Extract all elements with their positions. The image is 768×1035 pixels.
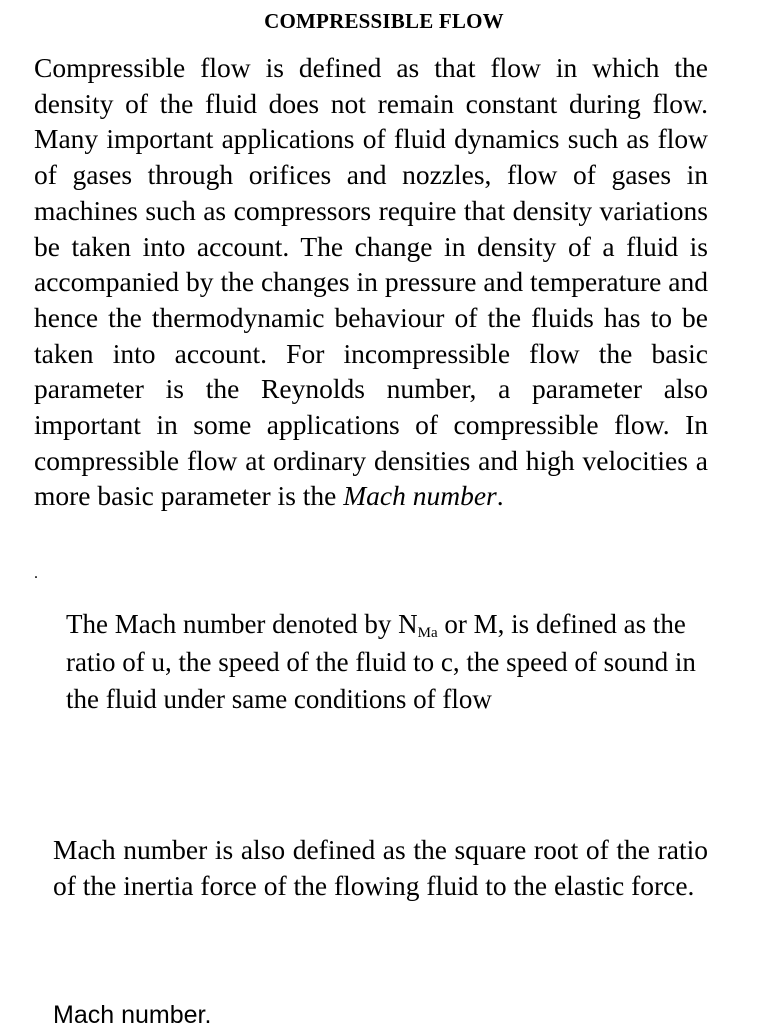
intro-text: Compressible flow is defined as that flow in which the density of the fluid does not remain constant during flow. Many important applications of fluid dynamics such as flow of gases through orifices and nozzles, flow of gases in machines such as compressors require that density variations be taken into account. The change in density of a fluid is accompanied by the changes in pressure and temperature and hence the thermodynamic behaviour of the fluids has to be taken into account. For incompressible flow the basic parameter is the Reynolds number, a parameter also important in some applications of compressible flow. In compressible flow at ordinary densities and high velocities a more basic parameter is the [34, 52, 708, 512]
definition-before: The Mach number denoted by N [66, 609, 418, 639]
inertia-definition-paragraph: Mach number is also defined as the square root of the ratio of the inertia force of the flowing fluid to the elastic force. [53, 834, 708, 901]
mach-number-caption: Mach number. [53, 1001, 212, 1029]
mach-subscript: Ma [417, 625, 438, 641]
mach-number-emphasis: Mach number [343, 480, 497, 512]
page-title: COMPRESSIBLE FLOW [264, 9, 504, 33]
stray-mark: . [34, 565, 38, 582]
mach-definition-paragraph [66, 606, 706, 719]
intro-period: . [496, 480, 504, 512]
intro-paragraph [34, 50, 708, 514]
definition-after: or M, is defined as the ratio of u, the speed of the fluid to c, the speed of sound in the fluid under same conditions of flow [66, 609, 696, 714]
